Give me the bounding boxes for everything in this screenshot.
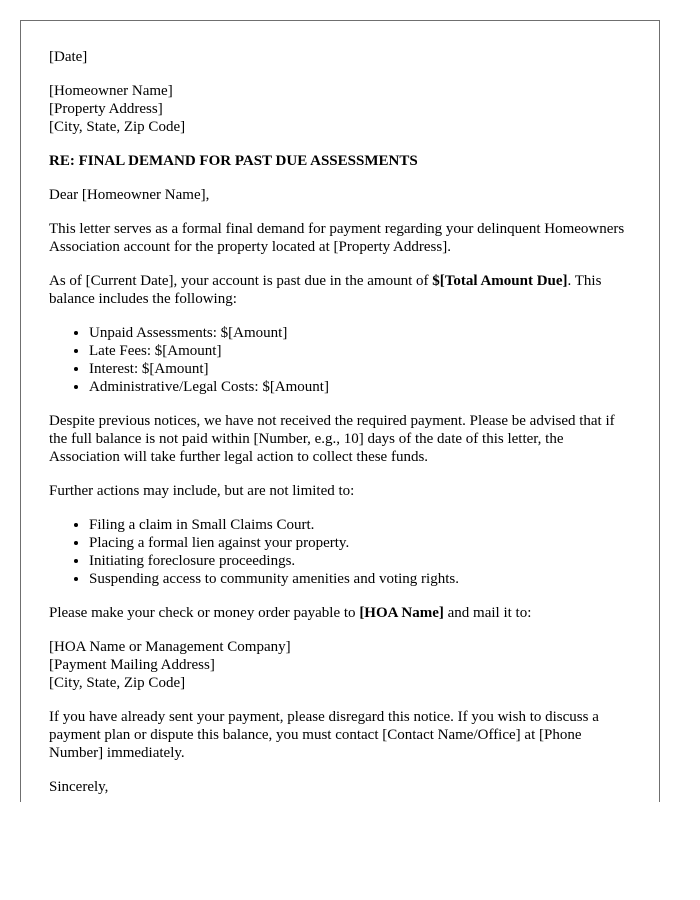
list-item-late-fees: • Late Fees: $[Amount] <box>89 342 629 360</box>
salutation: Dear [Homeowner Name], <box>49 187 210 203</box>
mailing-hoa-name: [HOA Name or Management Company] <box>49 639 291 655</box>
payment-text-before: Please make your check or money order payable to <box>49 605 360 621</box>
balance-text-after: . This balance includes the following: <box>49 273 602 307</box>
list-item-small-claims: • Filing a claim in Small Claims Court. <box>89 516 629 534</box>
payment-paragraph <box>49 604 629 622</box>
list-item-interest: • Interest: $[Amount] <box>89 360 629 378</box>
list-item-unpaid-assessments: • Unpaid Assessments: $[Amount] <box>89 324 629 342</box>
recipient-address-block <box>49 82 629 136</box>
warning-paragraph: Despite previous notices, we have not received the required payment. Please be advised that if the full balance is not paid within [Number, e.g., 10] days of the date of this letter, the Association will take further legal action to collect these funds. <box>49 413 615 465</box>
recipient-city-state-zip: [City, State, Zip Code] <box>49 119 186 135</box>
payment-text-after: and mail it to: <box>443 605 532 621</box>
mailing-address-block <box>49 638 629 692</box>
list-item-suspend-access: • Suspending access to community amenities and voting rights. <box>89 570 629 588</box>
balance-paragraph <box>49 272 629 308</box>
subject-line: RE: FINAL DEMAND FOR PAST DUE ASSESSMENTS <box>49 153 418 169</box>
mailing-city-state-zip: [City, State, Zip Code] <box>49 675 186 691</box>
list-item-admin-legal-costs: • Administrative/Legal Costs: $[Amount] <box>89 378 629 396</box>
recipient-name: [Homeowner Name] <box>49 83 173 99</box>
actions-list <box>49 516 629 588</box>
intro-paragraph: This letter serves as a formal final demand for payment regarding your delinquent Homeowners Association account for the property located at [Property Address]. <box>49 221 625 255</box>
list-item-lien: • Placing a formal lien against your property. <box>89 534 629 552</box>
payee-name: [HOA Name] <box>359 605 444 621</box>
closing-paragraph: If you have already sent your payment, please disregard this notice. If you wish to discuss a payment plan or dispute this balance, you must contact [Contact Name/Office] at [Phone Number] immediately. <box>49 709 599 761</box>
total-amount-due: $[Total Amount Due] <box>432 273 568 289</box>
balance-text-before: As of [Current Date], your account is past due in the amount of <box>49 273 433 289</box>
letter-date: [Date] <box>49 49 88 65</box>
balance-items-list <box>49 324 629 396</box>
signoff: Sincerely, <box>49 779 109 795</box>
letter-page <box>20 20 660 802</box>
recipient-property-address: [Property Address] <box>49 101 163 117</box>
actions-intro: Further actions may include, but are not limited to: <box>49 483 355 499</box>
letter-body <box>49 48 629 802</box>
mailing-street-address: [Payment Mailing Address] <box>49 657 215 673</box>
list-item-foreclosure: • Initiating foreclosure proceedings. <box>89 552 629 570</box>
